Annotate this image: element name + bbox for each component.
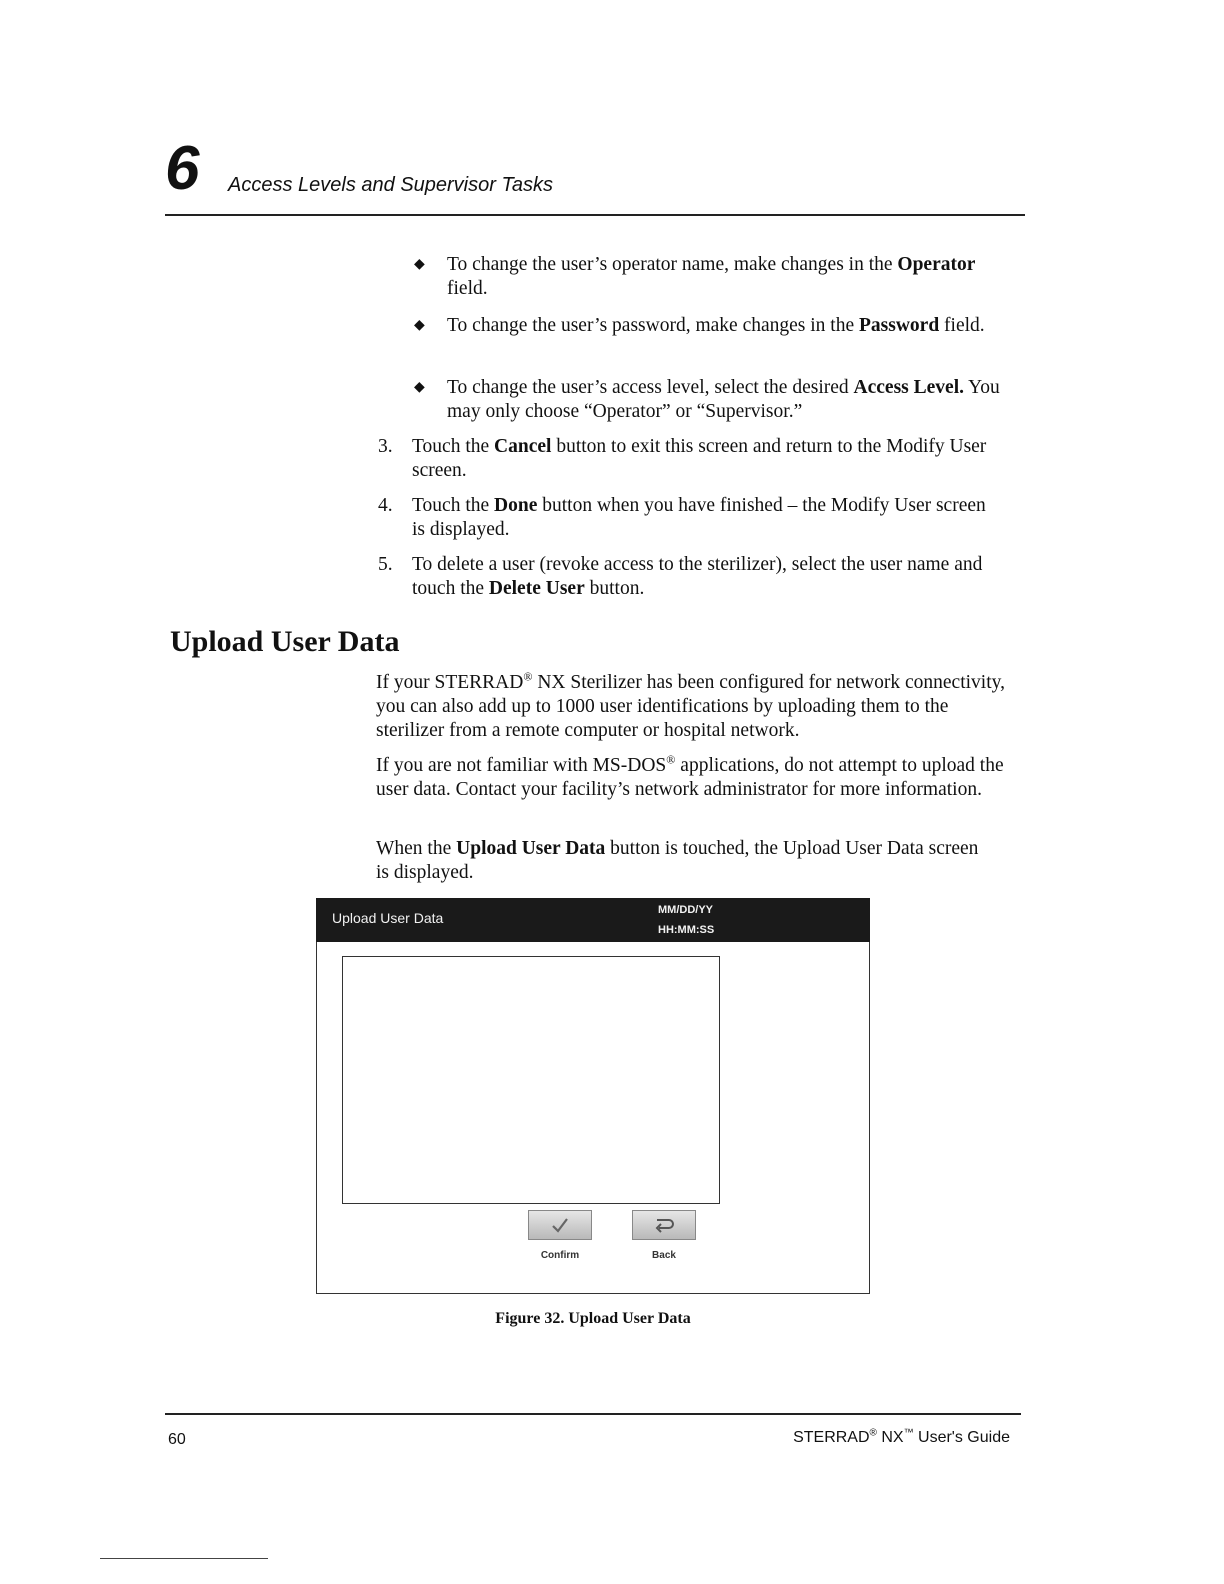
text-run: To delete a user (revoke access to the sterilizer), select the user name and touch the: [412, 554, 983, 599]
bullet-item: [447, 314, 1007, 338]
step-text: [412, 553, 1012, 601]
text-run: To change the user’s operator name, make changes in the: [447, 254, 898, 275]
step-number: 5.: [378, 554, 393, 575]
back-label: Back: [652, 1250, 676, 1261]
text-run: NX Sterilizer has been configured for network connectivity, you can also add up to 1000 user identifications by uploading them to the sterilizer from a remote computer or hospital network.: [376, 672, 1005, 741]
user-data-list[interactable]: [342, 956, 720, 1204]
text-run: If your STERRAD: [376, 672, 524, 693]
figure-caption: Figure 32. Upload User Data: [495, 1310, 691, 1327]
page-number: 60: [168, 1431, 186, 1448]
date-display: MM/DD/YY: [658, 904, 713, 916]
trademark-mark: ™: [903, 1427, 914, 1439]
text-run: button is touched, the Upload User Data screen is displayed.: [376, 838, 979, 883]
text-run: To change the user’s access level, select the desired: [447, 377, 854, 398]
screen-title-bar: [316, 898, 870, 942]
paragraph: [376, 671, 1021, 743]
bold-term: Password: [859, 315, 940, 336]
bold-term: Upload User Data: [456, 838, 606, 859]
step-number: 3.: [378, 436, 393, 457]
paragraph: [376, 837, 996, 885]
bullet-marker: ◆: [414, 318, 425, 333]
bold-term: Done: [494, 495, 538, 516]
guide-brand: STERRAD: [793, 1429, 870, 1446]
guide-rest: User's Guide: [913, 1429, 1010, 1446]
step-text: [412, 494, 1002, 542]
chapter-number: 6: [165, 134, 200, 203]
back-button[interactable]: [632, 1210, 696, 1240]
header-rule: [165, 214, 1025, 216]
screen-title: Upload User Data: [332, 910, 444, 926]
text-run: You may only choose “Operator” or “Supervisor.”: [447, 377, 1000, 422]
step-text: [412, 435, 1002, 483]
bold-term: Cancel: [494, 436, 552, 457]
registered-mark: ®: [666, 752, 676, 767]
text-run: Touch the: [412, 495, 495, 516]
section-heading: Upload User Data: [170, 625, 400, 658]
chapter-title: Access Levels and Supervisor Tasks: [228, 174, 553, 196]
footer-rule: [165, 1413, 1021, 1415]
bold-term: Operator: [897, 254, 976, 275]
text-run: field.: [939, 315, 985, 336]
confirm-label: Confirm: [540, 1250, 580, 1261]
text-run: To change the user’s password, make changes in the: [447, 315, 859, 336]
registered-mark: ®: [869, 1427, 877, 1439]
bullet-marker: ◆: [414, 257, 425, 272]
registered-mark: ®: [523, 669, 533, 684]
text-run: When the: [376, 838, 457, 859]
text-run: If you are not familiar with MS-DOS: [376, 755, 667, 776]
text-run: button when you have finished – the Modify User screen is displayed.: [412, 495, 986, 540]
checkmark-icon: [550, 1216, 570, 1234]
guide-product: NX: [876, 1429, 904, 1446]
scan-artifact-line: [100, 1558, 268, 1559]
bold-term: Access Level.: [853, 377, 964, 398]
return-arrow-icon: [651, 1215, 677, 1235]
text-run: field.: [447, 278, 488, 299]
upload-user-data-screen: [316, 898, 870, 1296]
bold-term: Delete User: [488, 578, 585, 599]
text-run: applications, do not attempt to upload the user data. Contact your facility’s network administrator for more information.: [376, 755, 1004, 800]
time-display: HH:MM:SS: [658, 924, 715, 936]
text-run: button.: [584, 578, 645, 599]
confirm-button[interactable]: [528, 1210, 592, 1240]
bullet-marker: ◆: [414, 380, 425, 395]
text-run: Touch the: [412, 436, 495, 457]
bullet-item: [447, 376, 1017, 424]
guide-title: [793, 1429, 1010, 1447]
text-run: button to exit this screen and return to the Modify User screen.: [412, 436, 987, 481]
bullet-item: [447, 253, 1007, 301]
step-number: 4.: [378, 495, 393, 516]
paragraph: [376, 754, 1024, 802]
